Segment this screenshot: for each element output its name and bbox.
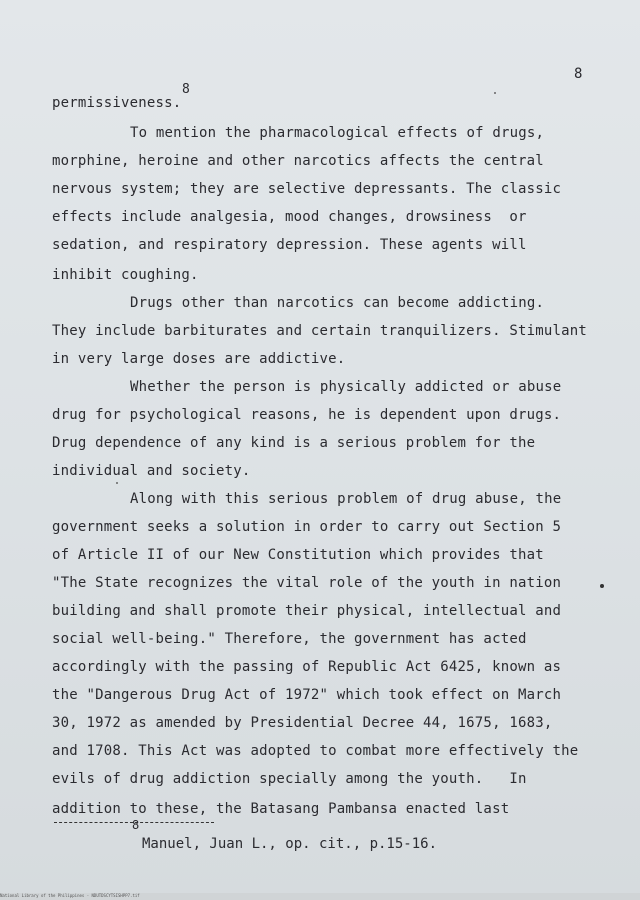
footnote-marker: 8: [132, 818, 140, 832]
text-line: addition to these, the Batasang Pambansa enacted last: [52, 801, 510, 817]
text-line: sedation, and respiratory depression. These agents will: [52, 237, 527, 253]
footnote-text: Manuel, Juan L., op. cit., p.15-16.: [142, 836, 438, 852]
text-line: To mention the pharmacological effects of drugs,: [130, 125, 545, 141]
scan-footer: National Library of the Philippines · NDUTDSCYTSISHPP7.tif: [0, 893, 640, 900]
text-line: accordingly with the passing of Republic Act 6425, known as: [52, 659, 562, 675]
paper-speck: [116, 482, 118, 484]
text-line: building and shall promote their physical, intellectual and: [52, 603, 562, 619]
text-line: social well-being." Therefore, the government has acted: [52, 631, 527, 647]
text-line: drug for psychological reasons, he is dependent upon drugs.: [52, 407, 562, 423]
text-line: "The State recognizes the vital role of the youth in nation: [52, 575, 562, 591]
paper-speck: [600, 584, 604, 588]
text-line: inhibit coughing.: [52, 267, 199, 283]
text-line: of Article II of our New Constitution which provides that: [52, 547, 544, 563]
footnote-marker: 8: [182, 82, 190, 97]
text-line: Drug dependence of any kind is a serious problem for the: [52, 435, 536, 451]
text-line: government seeks a solution in order to carry out Section 5: [52, 519, 562, 535]
text-line: in very large doses are addictive.: [52, 351, 346, 367]
text-line: individual and society.: [52, 463, 251, 479]
text-line: and 1708. This Act was adopted to combat more effectively the: [52, 743, 579, 759]
text-line: evils of drug addiction specially among the youth. In: [52, 771, 527, 787]
text-line: permissiveness.: [52, 95, 182, 111]
text-line: 30, 1972 as amended by Presidential Decree 44, 1675, 1683,: [52, 715, 553, 731]
text-line: Along with this serious problem of drug abuse, the: [130, 491, 562, 507]
paper-speck: [494, 92, 496, 94]
text-line: nervous system; they are selective depressants. The classic: [52, 181, 562, 197]
text-line: Drugs other than narcotics can become addicting.: [130, 295, 545, 311]
page-number: 8: [574, 66, 583, 82]
text-line: effects include analgesia, mood changes, drowsiness or: [52, 209, 527, 225]
text-line: Whether the person is physically addicted or abuse: [130, 379, 562, 395]
text-line: They include barbiturates and certain tranquilizers. Stimulant: [52, 323, 587, 339]
text-line: morphine, heroine and other narcotics affects the central: [52, 153, 544, 169]
text-line: the "Dangerous Drug Act of 1972" which took effect on March: [52, 687, 562, 703]
